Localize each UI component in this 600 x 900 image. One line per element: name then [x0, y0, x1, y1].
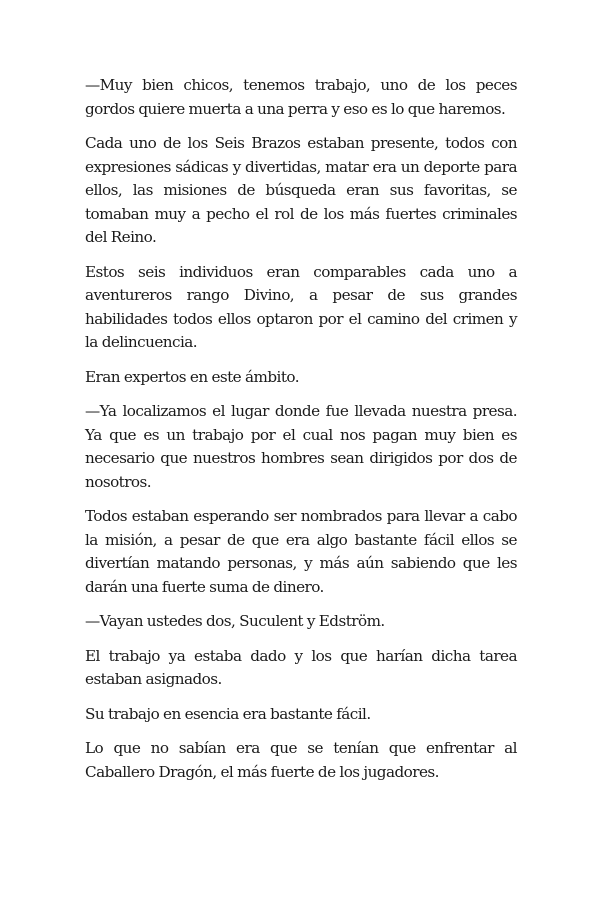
paragraph-1: —Muy bien chicos, tenemos trabajo, uno de los peces gordos quiere muerta a una perra y eso es lo que haremos. — [85, 76, 517, 118]
paragraph-4: Eran expertos en este ámbito. — [85, 367, 299, 386]
paragraph-2: Cada uno de los Seis Brazos estaban presente, todos con expresiones sádicas y divertidas, matar era un deporte para ellos, las misiones de búsqueda eran sus favoritas, se tomaban muy a pecho el rol de los más fuertes criminales del Reino. — [85, 134, 517, 246]
paragraph-6: Todos estaban esperando ser nombrados para llevar a cabo la misión, a pesar de que era algo bastante fácil ellos se divertían matando personas, y más aún sabiendo que les darán una fuerte suma de dinero. — [85, 507, 517, 596]
paragraph-8: El trabajo ya estaba dado y los que harían dicha tarea estaban asignados. — [85, 646, 517, 688]
paragraph-9: Su trabajo en esencia era bastante fácil. — [85, 704, 371, 723]
page-body — [85, 74, 517, 795]
paragraph-7: —Vayan ustedes dos, Suculent y Edström. — [85, 612, 385, 630]
paragraph-10: Lo que no sabían era que se tenían que enfrentar al Caballero Dragón, el más fuerte de los jugadores. — [85, 739, 517, 781]
paragraph-5: —Ya localizamos el lugar donde fue llevada nuestra presa. Ya que es un trabajo por el cual nos pagan muy bien es necesario que nuestros hombres sean dirigidos por dos de nosotros. — [85, 402, 517, 491]
paragraph-3: Estos seis individuos eran comparables cada uno a aventureros rango Divino, a pesar de sus grandes habilidades todos ellos optaron por el camino del crimen y la delincuencia. — [85, 262, 517, 351]
